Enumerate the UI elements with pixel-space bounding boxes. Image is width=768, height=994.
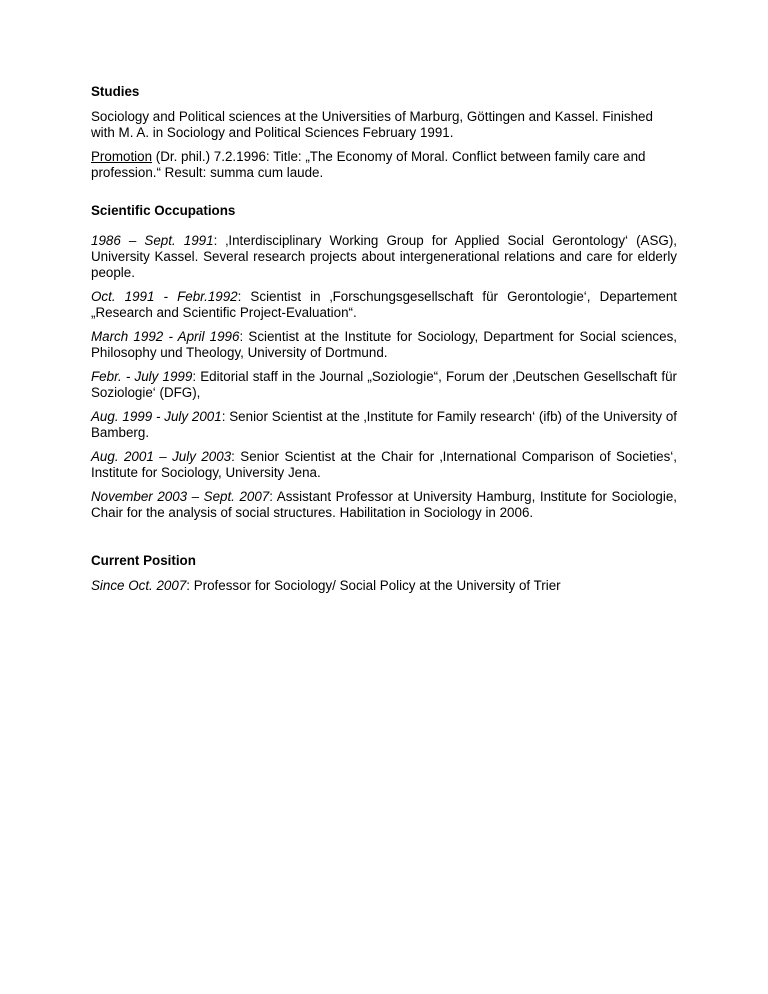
occupation-period: Aug. 1999 - July 2001 [91, 409, 222, 424]
occupation-period: Oct. 1991 - Febr.1992 [91, 289, 238, 304]
occupation-text: : Senior Scientist at the ‚Institute for Family research‘ (ifb) of the University of Bamberg. [91, 409, 678, 440]
current-position-section [91, 553, 677, 594]
occupation-text: : Scientist at the Institute for Sociology, Department for Social sciences, Philosophy und Theology, University of Dortmund. [91, 329, 677, 360]
current-position-entry [91, 578, 677, 594]
current-position-period: Since Oct. 2007 [91, 578, 187, 593]
cv-page [91, 84, 677, 616]
occupations-heading: Scientific Occupations [91, 203, 236, 218]
occupation-period: Aug. 2001 – July 2003 [91, 449, 232, 464]
occupation-period: November 2003 – Sept. 2007 [91, 489, 270, 504]
occupation-entry [91, 369, 677, 401]
occupation-text: : Scientist in ‚Forschungsgesellschaft für Gerontologie‘, Departement „Research and Scientific Project-Evaluation“. [91, 289, 677, 320]
studies-heading: Studies [91, 84, 140, 99]
promotion-paragraph [91, 149, 677, 181]
studies-paragraph: Sociology and Political sciences at the Universities of Marburg, Göttingen and Kassel. Finished with M. A. in Sociology and Political Sciences February 1991. [91, 109, 653, 140]
studies-section [91, 84, 677, 181]
occupation-text: : Editorial staff in the Journal „Soziologie“, Forum der ‚Deutschen Gesellschaft für Soziologie‘ (DFG), [91, 369, 677, 400]
occupation-period: 1986 – Sept. 1991 [91, 233, 214, 248]
occupation-entry [91, 289, 677, 321]
promotion-text: (Dr. phil.) 7.2.1996: Title: „The Economy of Moral. Conflict between family care and profession.“ Result: summa cum laude. [91, 149, 646, 180]
occupation-text: : ‚Interdisciplinary Working Group for Applied Social Gerontology‘ (ASG), University Kassel. Several research projects about intergenerational relations and care for elderly people. [91, 233, 677, 280]
occupation-text: : Assistant Professor at University Hamburg, Institute for Sociologie, Chair for the analysis of social structures. Habilitation in Sociology in 2006. [91, 489, 677, 520]
occupations-section [91, 203, 677, 521]
occupation-entry [91, 329, 677, 361]
occupation-entry [91, 449, 677, 481]
occupation-entry [91, 233, 677, 281]
occupation-period: Febr. - July 1999 [91, 369, 193, 384]
occupation-entry [91, 409, 677, 441]
occupation-text: : Senior Scientist at the Chair for ‚International Comparison of Societies‘, Institute for Sociology, University Jena. [91, 449, 678, 480]
occupation-entry [91, 489, 677, 521]
current-position-text: : Professor for Sociology/ Social Policy at the University of Trier [186, 578, 561, 593]
promotion-label: Promotion [91, 149, 153, 164]
occupation-period: March 1992 - April 1996 [91, 329, 240, 344]
current-position-heading: Current Position [91, 553, 196, 568]
